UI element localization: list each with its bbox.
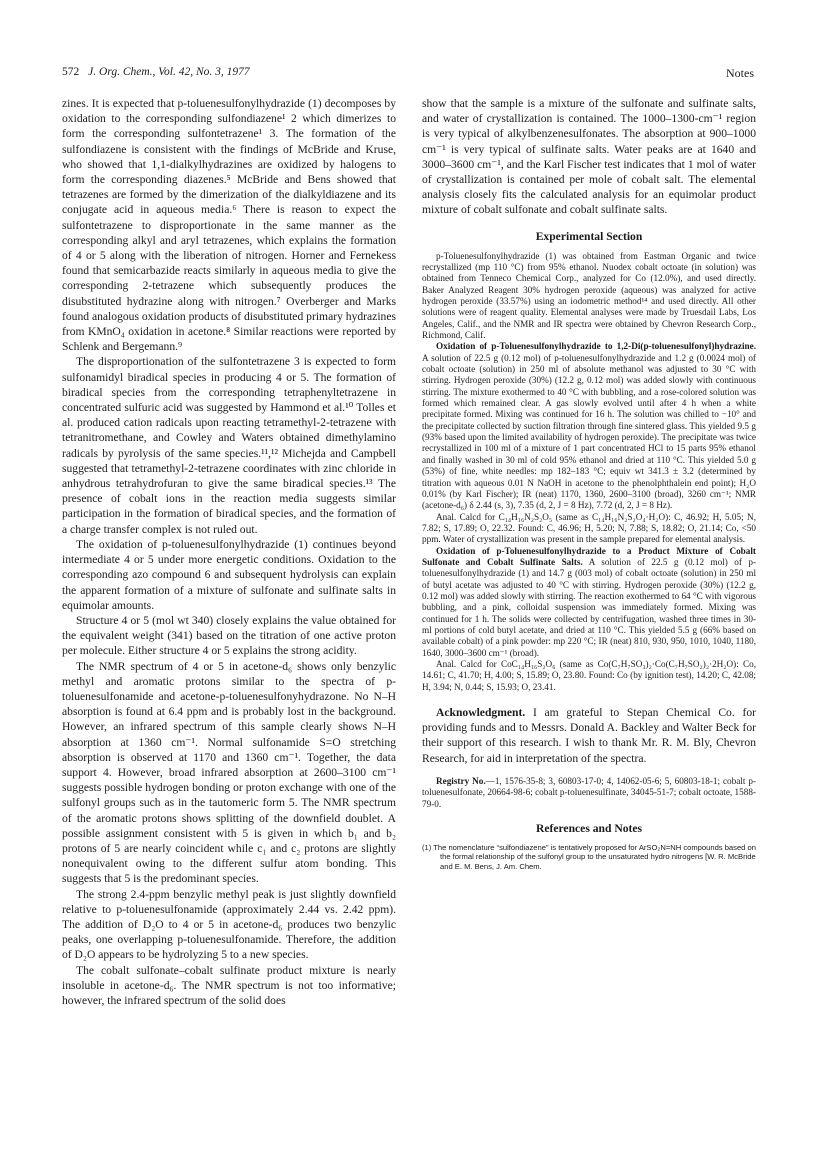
analysis-paragraph: Anal. Calcd for C₁₄H₁₆N₂S₂O₅ (same as C₁₄H₁₆N₂S₂O₄·H₂O): C, 46.92; H, 5.05; N, 7.82; S, 17.89; O, 22.32. Found: C, 46.96; H, 5.20; N, 7.88; S, 18.82; O, 21.14; Co, <50 ppm. Water of crystallization was present in the sample prepared for elemental analysis. — [422, 511, 756, 545]
analysis-paragraph: Anal. Calcd for CoC₁₄H₁₆S₂O₆ (same as Co(C₇H₇SO₃)₂·Co(C₇H₇SO₂)₂·2H₂O): Co, 14.61; C, 41.70; H, 4.00; S, 15.89; O, 23.80. Found: Co (by ignition test), 14.20; C, 42.08; H, 3.94; N, 0.44; S, 15.93; O, 23.41. — [422, 659, 756, 692]
body-paragraph: The strong 2.4-ppm benzylic methyl peak is just slightly downfield relative to p-toluenesulfonamide (approximately 2.44 vs. 2.42 ppm). The addition of D₂O to 4 or 5 in acetone-d₆ produces two benzylic peaks, one overlapping p-toluenesulfonamide. Therefore, the addition of D₂O appears to be hydrolyzing 5 to a new species. — [62, 887, 396, 962]
experimental-paragraph — [422, 341, 756, 511]
body-paragraph: The NMR spectrum of 4 or 5 in acetone-d₆ shows only benzylic methyl and aromatic protons similar to the spectra of p-toluenesulfonamide and acetone-p-toluenesulfonyhydrazone. No N–H absorption is found at 6.4 ppm and is probably lost in the background. However, an infrared spectrum of this sample clearly shows N–H absorption at 1360 cm⁻¹. Normal sulfonamide S=O stretching absorption is observed at 1170 and 1360 cm⁻¹. Together, the data support 4. However, broad infrared absorption at 2600–3100 cm⁻¹ suggests possible hydrogen bonding or proton exchange with one of the sulfonyl groups such as in the tautomeric form 5. The NMR spectrum of the aromatic protons shows splitting of the downfield doublet. A possible assignment consistent with 5 is given in which b₁ and b₂ protons of 5 are nearly coincident while c₁ and c₂ protons are slightly nonequivalent owing to the different sulfur atom bonding. This suggests that 5 is the predominant species. — [62, 659, 396, 886]
left-column — [62, 96, 396, 1008]
header-left — [62, 66, 250, 78]
registry-body: —1, 1576-35-8; 3, 60803-17-0; 4, 14062-05-6; 5, 60803-18-1; cobalt p-toluenesulfonate, 20664-98-6; cobalt p-toluenesulfinate, 34045-51-7; cobalt octoate, 1588-79-0. — [422, 775, 756, 809]
journal-citation: J. Org. Chem., Vol. 42, No. 3, 1977 — [88, 66, 250, 78]
acknowledgment — [422, 705, 756, 766]
acknowledgment-body: I am grateful to Stepan Chemical Co. for providing funds and to Messrs. Donald A. Backley and Walter Beck for their support of this research. I wish to thank Mr. R. M. Bly, Chevron Research, for aid in interpretation of the spectra. — [422, 706, 756, 765]
body-paragraph: Structure 4 or 5 (mol wt 340) closely explains the value obtained for the equivalent weight (341) based on the titration of one active proton per molecule. Either structure 4 or 5 explains the strong acidity. — [62, 613, 396, 658]
page-header — [62, 66, 754, 84]
body-paragraph: show that the sample is a mixture of the sulfonate and sulfinate salts, and water of crystallization is contained. The 1000–1300-cm⁻¹ region is very typical of alkylbenzenesulfonates. The absorption at 900–1000 cm⁻¹ is very typical of sulfinate salts. Water peaks are at 1640 and 3000–3600 cm⁻¹, and the Karl Fischer test indicates that 1 mol of water of crystallization is contained per mole of cobalt salt. The elemental analysis closely fits the calculated analysis for an equimolar product mixture of cobalt sulfonate and cobalt sulfinate salts. — [422, 97, 756, 217]
right-column — [422, 96, 756, 871]
body-paragraph: The disproportionation of the sulfontetrazene 3 is expected to form sulfonamidyl biradical species in producing 4 or 5. The formation of biradical species from the corresponding tetraphenyltetrazene in concentrated sulfuric acid was suggested by Hammond et al.¹⁰ Tolles et al. produced cation radicals upon reacting tetramethyl-2-tetrazene with tetranitromethane, and Cowley and Waters obtained dimethylamino radicals by pyrolysis of the same species.¹¹,¹² Michejda and Campbell suggested that tetramethyl-2-tetrazene coordinates with zinc chloride in anhydrous tetrahydrofuran to give the same biradical species.¹³ The presence of cobalt ions in the reaction media suggests similar participation in the formation of biradical species, and the formation of a charge transfer complex is not ruled out. — [62, 355, 396, 536]
experimental-paragraph — [422, 546, 756, 659]
procedure-title: Oxidation of p-Toluenesulfonylhydrazide to 1,2-Di(p-toluenesulfonyl)hydrazine. — [436, 341, 756, 352]
page-number: 572 — [62, 66, 80, 78]
body-paragraph: The cobalt sulfonate–cobalt sulfinate product mixture is nearly insoluble in acetone-d₆. The NMR spectrum is not too informative; however, the infrared spectrum of the solid does — [62, 963, 396, 1007]
acknowledgment-lead: Acknowledgment. — [436, 706, 526, 720]
registry-lead: Registry No. — [436, 775, 486, 786]
section-label: Notes — [726, 66, 754, 80]
procedure-body: A solution of 22.5 g (0.12 mol) of p-toluenesulfonylhydrazide and 1.2 g (0.0024 mol) of cobalt octoate (solution) in 250 ml of absolute methanol was adjusted to 30 °C with stirring. Hydrogen peroxide (30%) (12.2 g, 0.12 mol) was added slowly with continuous stirring. The mixture exothermed to 40 °C with bubbling, and a rose-colored solution was formed which remained clear. A gas slowly evolved until after 4 h when a white precipitate formed. Mixing was continued for 16 h. The solution was chilled to −10° and the precipitate collected by suction filtration through fine sintered glass. This yielded 9.5 g (93% based upon the limited availability of hydrogen peroxide). The precipitate was twice recrystallized in 100 ml of a mixture of 1 part concentrated HCl to 15 parts 95% ethanol and finally washed in 30 ml of cold 95% ethanol and dried at 110 °C. This yielded 5.0 g (53%) of fine, white needles: mp 182–183 °C; equiv wt 341.3 ± 3.2 (determined by titration with aqueous 0.01 N NaOH in acetone to the phenolphthalein end point); H₂O 0.01% (by Karl Fischer); IR (neat) 1170, 1360, 2600–3100 (broad), 3260 cm⁻¹; NMR (acetone-d₆) δ 2.44 (s, 3), 7.35 (d, 2, J = 8 Hz), 7.72 (d, 2, J = 8 Hz). — [422, 352, 756, 511]
experimental-paragraph: p-Toluenesulfonylhydrazide (1) was obtained from Eastman Organic and twice recrystallized (mp 110 °C) from 95% ethanol. Nuodex cobalt octoate (in solution) was obtained from Tenneco Chemical Corp., analyzed for Co (12.0%), and used directly. Baker Analyzed Reagent 30% hydrogen peroxide (aqueous) was analyzed for active hydrogen peroxide (33.57%) using an iodometric method¹⁴ and used directly. All other solutions were of reagent quality. Elemental analyses were made by Truesdail Labs, Los Angeles, Calif., and the NMR and IR spectra were obtained by Chevron Research Corp., Richmond, Calif. — [422, 250, 756, 341]
procedure-body: A solution of 22.5 g (0.12 mol) of p-toluenesulfonylhydrazide (1) and 14.7 g (003 mol) of cobalt octoate (solution) in 250 ml of butyl acetate was adjusted to 40 °C with stirring. Hydrogen peroxide (30%) (12.2 g, 0.12 mol) was added slowly with stirring. The reaction exothermed to 64 °C with vigorous bubbling, and a pink, colloidal suspension was immediately formed. Mixing was continued for 1 h. The solids were collected by centrifugation, washed three times in 30-ml portions of cold butyl acetate, and dried at 110 °C. This yielded 5.5 g (66% based on available cobalt) of a pink powder: mp 220 °C; IR (neat) 810, 930, 950, 1010, 1040, 1180, 1640, 3000–3600 cm⁻¹ (broad). — [422, 556, 756, 658]
registry-numbers — [422, 776, 756, 810]
body-paragraph: The oxidation of p-toluenesulfonylhydrazide (1) continues beyond intermediate 4 or 5 under more energetic conditions. Oxidation to the corresponding azo compound 6 and subsequent hydrolysis can explain the apparent formation of a mixture of sulfonate and sulfinate salts in equimolar amounts. — [62, 537, 396, 612]
body-paragraph: zines. It is expected that p-toluenesulfonylhydrazide (1) decomposes by oxidation to the corresponding sulfondiazene¹ 2 which dimerizes to form the corresponding sulfontetrazene¹ 3. The formation of the sulfondiazene is consistent with the findings of McBride and Kruse, who showed that 1,1-dialkylhydrazines are oxidized by halogens to form the corresponding diazenes.⁵ McBride and Bens showed that tetrazenes are formed by the dimerization of the dialkyldiazene and its conjugate acid in aqueous media.⁶ There is reason to expect the sulfontetrazene to disproportionate in the same manner as the corresponding alkyl and aryl tetrazenes, which explains the formation of 4 or 5 along with the liberation of nitrogen. Horner and Fernekess found that semicarbazide reacts similarly in aqueous media to give the corresponding 2-tetrazene which subsequently produces the disubstituted hydrazine along with nitrogen.⁷ Overberger and Marks found analogous oxidation products of disubstituted primary hydrazines from KMnO₄ oxidation in acetone.⁸ Similar reactions were reported by Schlenk and Bergemann.⁹ — [62, 97, 396, 354]
references-heading: References and Notes — [535, 821, 643, 835]
procedure-title: Oxidation of p-Toluenesulfonylhydrazide to a Product Mixture of Cobalt Sulfonate and Cobalt Sulfinate Salts. — [422, 545, 756, 567]
experimental-heading: Experimental Section — [535, 229, 643, 243]
reference-item: (1) The nomenclature “sulfondiazene” is tentatively proposed for ArSO₂N=NH compounds based on the formal relationship of the sulfonyl group to the unsaturated hydro nitrogens [W. R. McBride and E. M. Bens, J. Am. Chem. — [422, 842, 756, 871]
